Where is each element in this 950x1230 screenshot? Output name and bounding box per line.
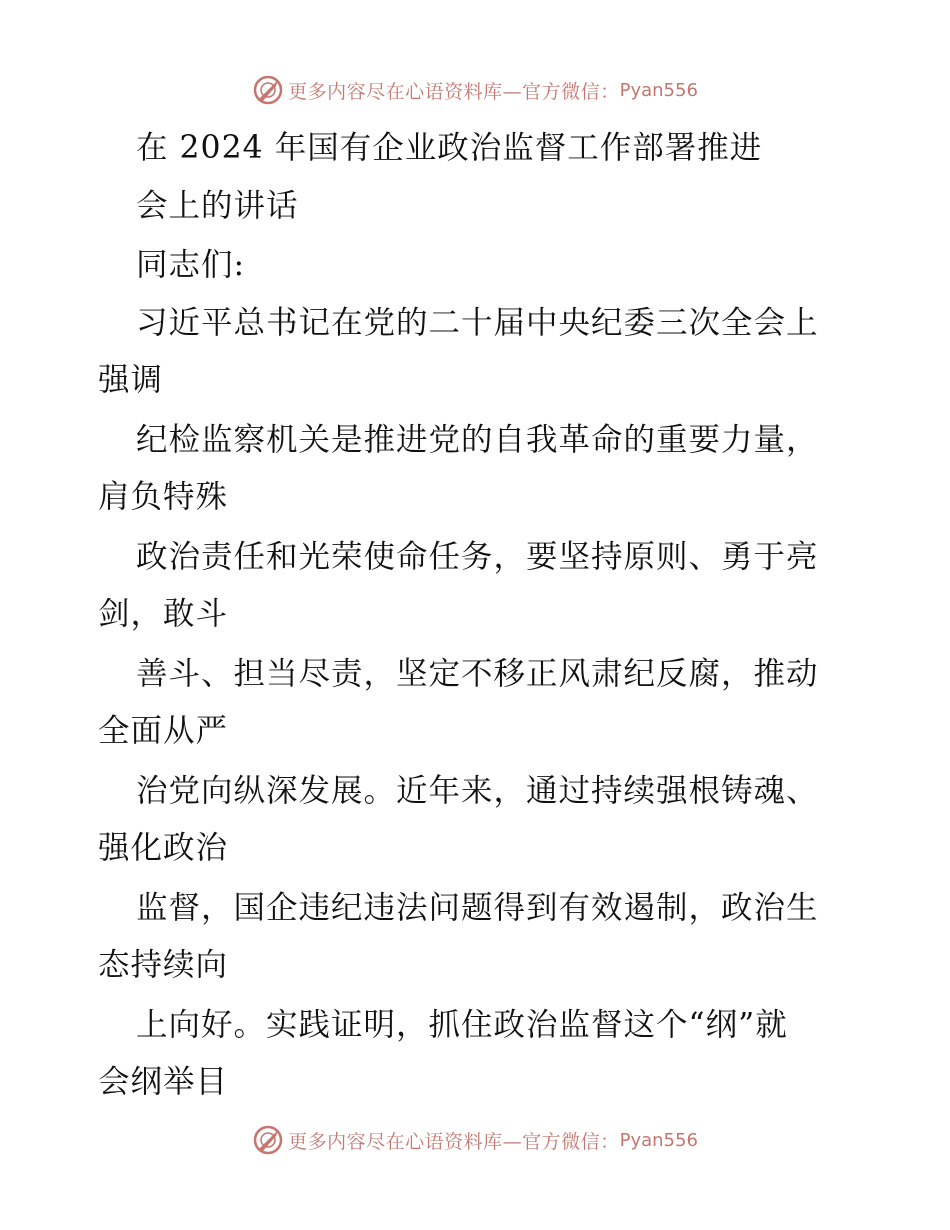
- paragraph-line: 治党向纵深发展。近年来，通过持续强根铸魂、: [136, 773, 819, 809]
- paragraph-line: 全面从严: [98, 713, 229, 749]
- watermark-text: 更多内容尽在心语资料库—官方微信：: [288, 1130, 620, 1153]
- header-watermark: [0, 70, 950, 110]
- paragraph-line: 监督，国企违纪违法问题得到有效遏制，政治生: [136, 890, 819, 926]
- paragraph-line: 会纲举目: [98, 1064, 229, 1100]
- paragraph-line: 强化政治: [98, 830, 229, 866]
- watermark-text: 更多内容尽在心语资料库—官方微信：: [288, 80, 620, 103]
- document-title-line-1: 在 2024 年国有企业政治监督工作部署推进: [136, 130, 763, 166]
- paragraph-line: 政治责任和光荣使命任务，要坚持原则、勇于亮: [136, 539, 819, 575]
- footer-watermark: [0, 1120, 950, 1160]
- paragraph-line: 纪检监察机关是推进党的自我革命的重要力量，: [136, 422, 819, 458]
- document-title-line-2: 会上的讲话: [136, 188, 299, 224]
- watermark-wechat-id: Pyan556: [619, 1129, 698, 1151]
- pen-logo-icon: [252, 74, 284, 106]
- paragraph-line: 习近平总书记在党的二十届中央纪委三次全会上: [136, 305, 819, 341]
- watermark-wechat-id: Pyan556: [619, 79, 698, 101]
- salutation: 同志们:: [136, 247, 246, 283]
- pen-logo-icon: [252, 1124, 284, 1156]
- paragraph-line: 态持续向: [98, 947, 229, 983]
- paragraph-line: 上向好。实践证明，抓住政治监督这个“纲”就: [136, 1007, 788, 1043]
- paragraph-line: 强调: [98, 362, 164, 398]
- paragraph-line: 肩负特殊: [98, 479, 229, 515]
- paragraph-line: 善斗、担当尽责，坚定不移正风肃纪反腐，推动: [136, 656, 819, 692]
- paragraph-line: 剑，敢斗: [98, 596, 229, 632]
